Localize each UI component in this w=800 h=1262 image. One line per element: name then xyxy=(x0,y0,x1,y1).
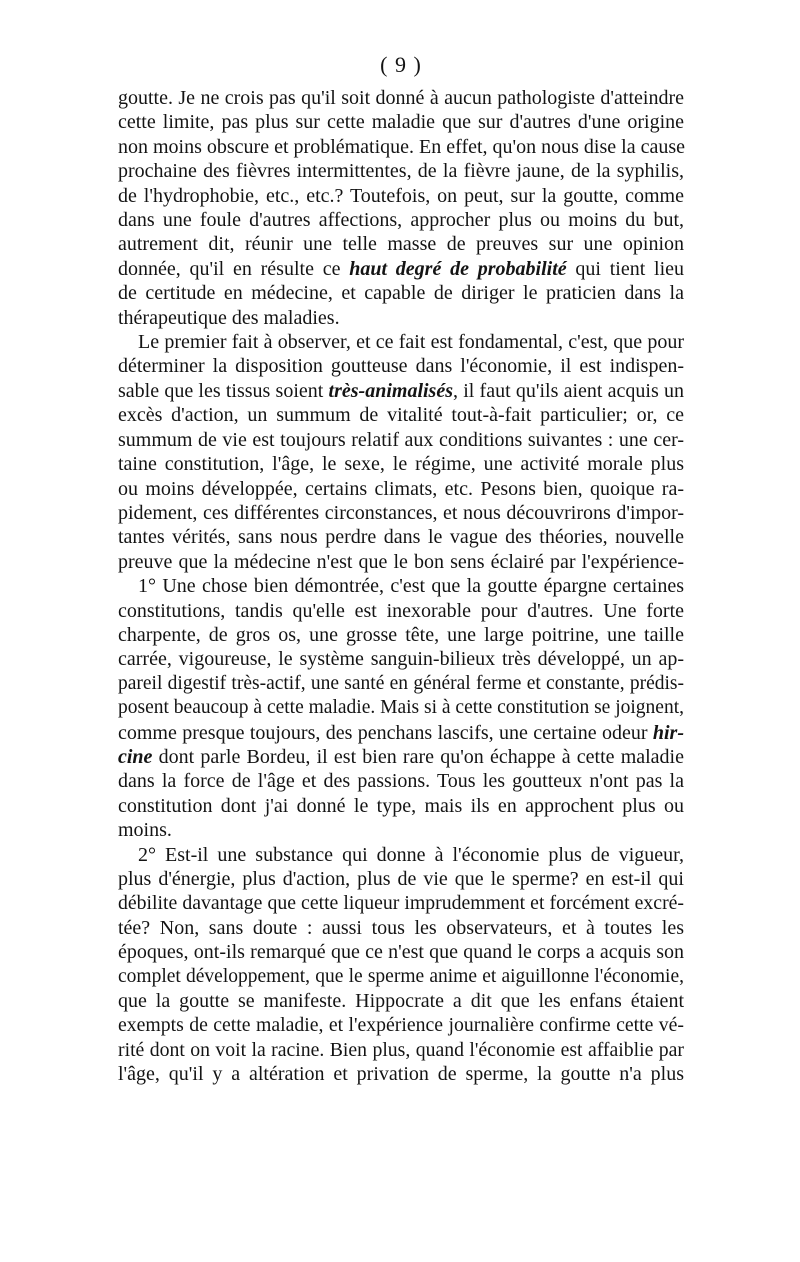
text-segment: dont parle Bordeu, il est bien rare qu'on échappe à cette maladie xyxy=(152,745,684,768)
emphasized-text: très-animalisés xyxy=(328,379,453,402)
text-segment: comme presque toujours, des penchans lascifs, une certaine odeur xyxy=(118,721,653,744)
text-line: prochaine des fièvres intermittentes, de la fièvre jaune, de la syphilis, xyxy=(118,160,684,183)
text-line: moins. xyxy=(118,819,172,842)
text-line: constitutions, tandis qu'elle est inexorable pour d'autres. Une forte xyxy=(118,599,684,622)
text-line: preuve que la médecine n'est que le bon sens éclairé par l'expérience- xyxy=(118,550,684,573)
text-line: pareil digestif très-actif, une santé en général ferme et constante, prédis- xyxy=(118,672,684,694)
emphasized-text: cine xyxy=(118,745,153,768)
text-line xyxy=(118,257,684,281)
text-line: Le premier fait à observer, et ce fait est fondamental, c'est, que pour xyxy=(138,331,684,354)
text-line: non moins obscure et problématique. En effet, qu'on nous dise la cause xyxy=(118,135,685,158)
text-line: plus d'énergie, plus d'action, plus de vie que le sperme? en est-il qui xyxy=(118,868,684,890)
text-line: tée? Non, sans doute : aussi tous les observateurs, et à toutes les xyxy=(118,916,684,939)
text-line: cette limite, pas plus sur cette maladie que sur d'autres d'une origine xyxy=(118,111,684,134)
text-line: exempts de cette maladie, et l'expérience journalière confirme cette vé- xyxy=(118,1014,684,1037)
book-page xyxy=(118,52,684,1087)
text-line: 2° Est-il une substance qui donne à l'économie plus de vigueur, xyxy=(138,843,684,866)
text-line: pidement, ces différentes circonstances, et nous découvrirons d'impor- xyxy=(118,501,684,524)
text-line: l'âge, qu'il y a altération et privation de sperme, la goutte n'a plus xyxy=(118,1063,684,1086)
text-line xyxy=(118,379,684,403)
emphasized-text: haut degré de probabilité xyxy=(349,257,567,280)
text-line xyxy=(118,721,684,745)
text-line: thérapeutique des maladies. xyxy=(118,306,340,329)
text-line: constitution dont j'ai donné le type, mais ils en approchent plus ou xyxy=(118,794,684,817)
text-line: époques, ont-ils remarqué que ce n'est que quand le corps a acquis son xyxy=(118,941,684,964)
text-segment: , il faut qu'ils aient acquis un xyxy=(453,379,684,402)
text-segment: donnée, qu'il en résulte ce xyxy=(118,257,350,280)
text-line: dans la force de l'âge et des passions. Tous les goutteux n'ont pas la xyxy=(118,770,684,793)
body-text xyxy=(118,86,684,1087)
text-line: tantes vérités, sans nous perdre dans le vague des théories, nouvelle xyxy=(118,526,684,549)
text-segment: qui tient lieu xyxy=(566,257,685,280)
text-line: 1° Une chose bien démontrée, c'est que la goutte épargne certaines xyxy=(138,575,684,598)
text-line: autrement dit, réunir une telle masse de preuves sur une opinion xyxy=(118,233,684,256)
text-line: goutte. Je ne crois pas qu'il soit donné à aucun pathologiste d'atteindre xyxy=(118,87,684,109)
text-line: posent beaucoup à cette maladie. Mais si à cette constitution se joignent, xyxy=(118,697,684,719)
text-line: summum de vie est toujours relatif aux conditions suivantes : une cer- xyxy=(118,428,684,451)
text-line: charpente, de gros os, une grosse tête, une large poitrine, une taille xyxy=(118,623,684,646)
text-line: que la goutte se manifeste. Hippocrate a dit que les enfans étaient xyxy=(118,990,684,1013)
text-segment: sable que les tissus soient xyxy=(118,379,329,402)
text-line: dans une foule d'autres affections, approcher plus ou moins du but, xyxy=(118,209,684,232)
text-line: complet développement, que le sperme anime et aiguillonne l'économie, xyxy=(118,965,684,987)
page-number: ( 9 ) xyxy=(380,52,422,77)
text-line: excès d'action, un summum de vitalité tout-à-fait particulier; or, ce xyxy=(118,404,684,427)
text-line: débilite davantage que cette liqueur imprudemment et forcément excré- xyxy=(118,892,684,915)
text-line: de l'hydrophobie, etc., etc.? Toutefois, on peut, sur la goutte, comme xyxy=(118,184,684,207)
text-line xyxy=(118,745,684,769)
text-line: ou moins développée, certains climats, etc. Pesons bien, quoique ra- xyxy=(118,477,684,500)
text-line: carrée, vigoureuse, le système sanguin-bilieux très développé, un ap- xyxy=(118,648,684,671)
text-line: déterminer la disposition goutteuse dans l'économie, il est indispen- xyxy=(118,355,684,378)
text-line: rité dont on voit la racine. Bien plus, quand l'économie est affaiblie par xyxy=(118,1038,684,1061)
emphasized-text: hir- xyxy=(652,721,684,744)
text-line: taine constitution, l'âge, le sexe, le régime, une activité morale plus xyxy=(118,453,684,476)
text-line: de certitude en médecine, et capable de diriger le praticien dans la xyxy=(118,282,684,305)
